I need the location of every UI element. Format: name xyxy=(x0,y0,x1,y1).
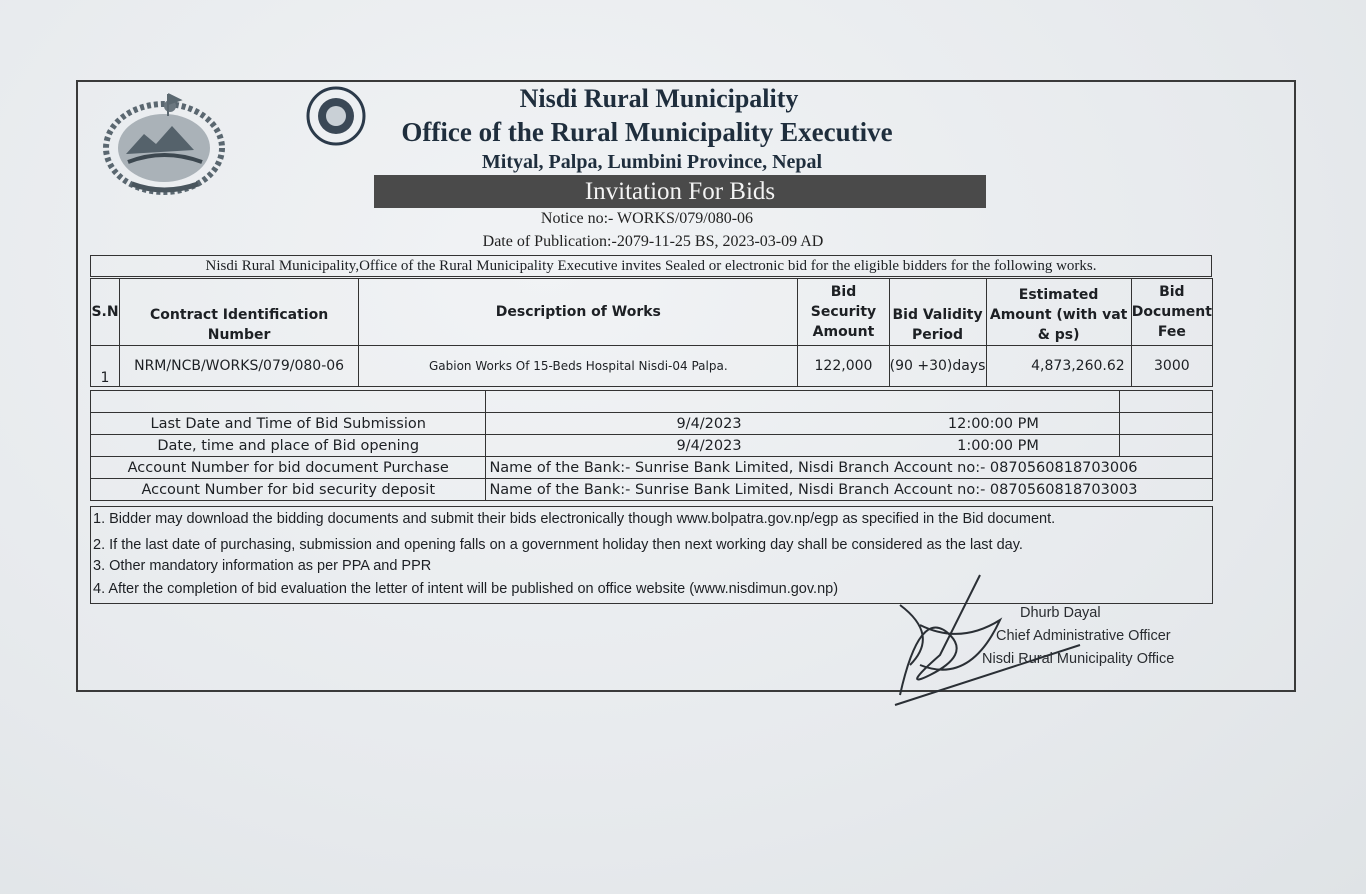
submission-time: 12:00:00 PM xyxy=(947,415,1039,432)
opening-datetime xyxy=(486,435,1119,457)
schedule-table xyxy=(90,390,1213,501)
org-name: Nisdi Rural Municipality xyxy=(519,84,799,113)
row-estimated-amount: 4,873,260.62 xyxy=(986,346,1131,387)
intro-text: Nisdi Rural Municipality,Office of the Rural Municipality Executive invites Sealed or electronic bid for the eligible bidders for the following works. xyxy=(90,255,1212,277)
purchase-account: Name of the Bank:- Sunrise Bank Limited, Nisdi Branch Account no:- 0870560818703006 xyxy=(486,457,1213,479)
submission-date: 9/4/2023 xyxy=(676,415,742,432)
opening-row xyxy=(91,435,1213,457)
security-label: Account Number for bid security deposit xyxy=(91,479,486,501)
notice-number: Notice no:- WORKS/079/080-06 xyxy=(540,210,754,227)
publication-date: Date of Publication:-2079-11-25 BS, 2023-03-09 AD xyxy=(482,233,824,250)
security-account-row xyxy=(91,479,1213,501)
submission-row xyxy=(91,413,1213,435)
invitation-banner: Invitation For Bids xyxy=(374,175,986,208)
note-2: 2. If the last date of purchasing, submission and opening falls on a government holiday then next working day shall be considered as the last day. xyxy=(93,537,1023,553)
office-address: Mityal, Palpa, Lumbini Province, Nepal xyxy=(481,151,823,173)
header-description: Description of Works xyxy=(359,279,798,346)
security-account: Name of the Bank:- Sunrise Bank Limited, Nisdi Branch Account no:- 0870560818703003 xyxy=(486,479,1213,501)
row-doc-fee: 3000 xyxy=(1131,346,1212,387)
spacer-row xyxy=(91,391,1213,413)
header-sn: S.N xyxy=(91,279,120,346)
opening-time: 1:00:00 PM xyxy=(957,437,1039,454)
office-name: Office of the Rural Municipality Executive xyxy=(401,117,893,147)
signatory-title: Chief Administrative Officer xyxy=(996,628,1171,644)
signatory-name: Dhurb Dayal xyxy=(1020,605,1101,621)
table-row xyxy=(91,346,1213,387)
note-1: 1. Bidder may download the bidding documents and submit their bids electronically though www.bolpatra.gov.np/egp as specified in the Bid document. xyxy=(93,511,1056,527)
note-4: 4. After the completion of bid evaluation the letter of intent will be published on office website (www.nisdimun.gov.np) xyxy=(93,581,839,597)
submission-label: Last Date and Time of Bid Submission xyxy=(91,413,486,435)
row-contract-id: NRM/NCB/WORKS/079/080-06 xyxy=(120,346,359,387)
opening-date: 9/4/2023 xyxy=(676,437,742,454)
note-3: 3. Other mandatory information as per PPA and PPR xyxy=(93,558,432,574)
header-estimated-amount: Estimated Amount (with vat & ps) xyxy=(986,279,1131,346)
header-bid-validity: Bid Validity Period xyxy=(889,279,986,346)
row-sn: 1 xyxy=(91,346,120,387)
opening-label: Date, time and place of Bid opening xyxy=(91,435,486,457)
works-table xyxy=(90,278,1213,387)
row-description: Gabion Works Of 15-Beds Hospital Nisdi-04 Palpa. xyxy=(359,346,798,387)
row-bid-security: 122,000 xyxy=(798,346,889,387)
purchase-account-row xyxy=(91,457,1213,479)
signatory-office: Nisdi Rural Municipality Office xyxy=(982,651,1175,667)
submission-datetime xyxy=(486,413,1119,435)
row-bid-validity: (90 +30)days xyxy=(889,346,986,387)
purchase-label: Account Number for bid document Purchase xyxy=(91,457,486,479)
header-bid-security: Bid Security Amount xyxy=(798,279,889,346)
header-doc-fee: Bid Document Fee xyxy=(1131,279,1212,346)
signature xyxy=(880,565,1130,775)
works-header-row xyxy=(91,279,1213,346)
header-contract-id: Contract Identification Number xyxy=(120,279,359,346)
